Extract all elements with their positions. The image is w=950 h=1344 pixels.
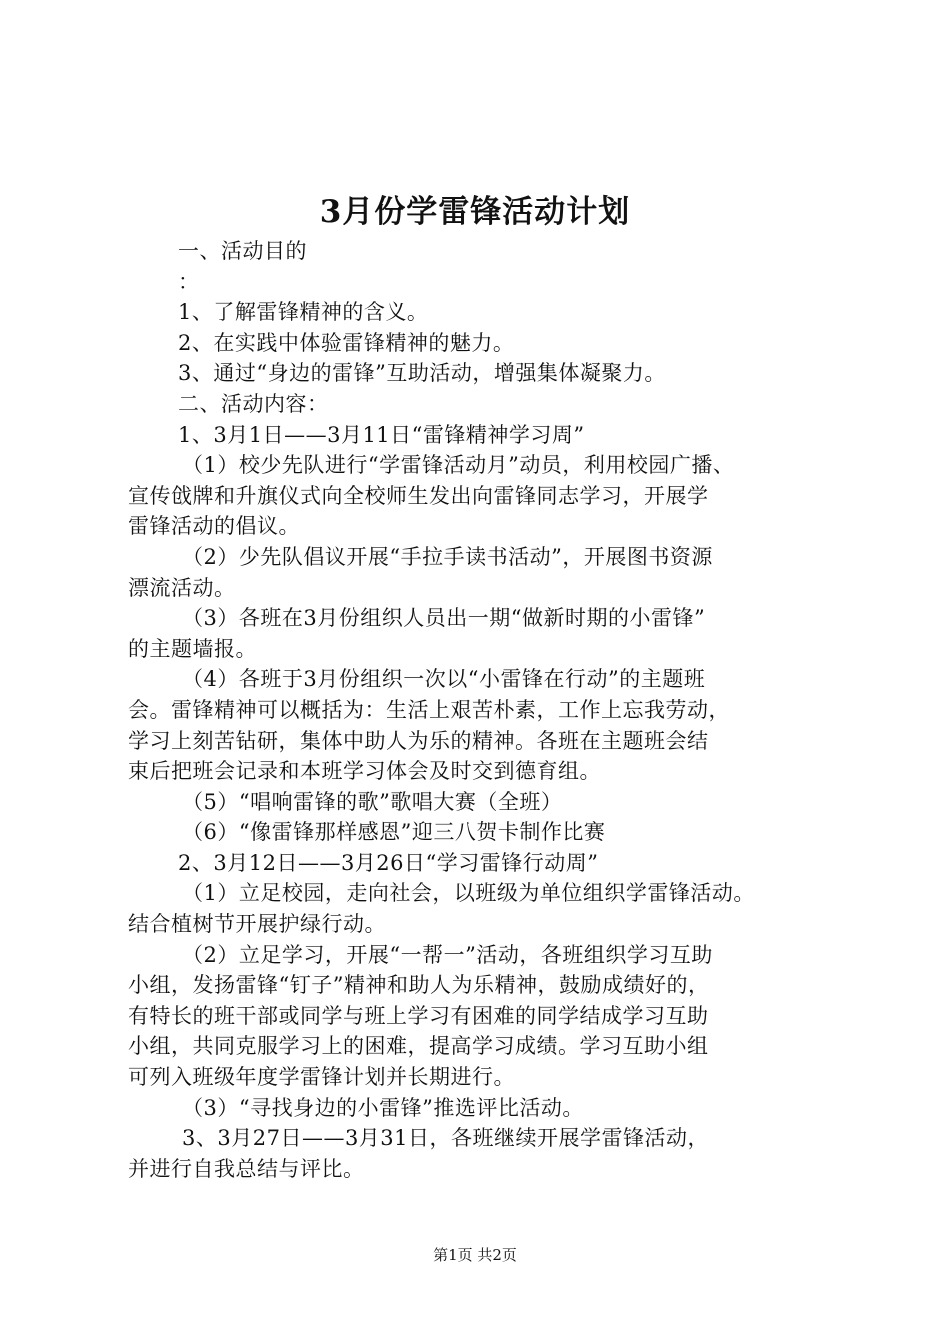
paragraph-line: （4）各班于3月份组织一次以“小雷锋在行动”的主题班 bbox=[182, 667, 706, 692]
paragraph-line: （2）少先队倡议开展“手拉手读书活动”，开展图书资源 bbox=[182, 544, 713, 569]
list-item: 2、在实践中体验雷锋精神的魅力。 bbox=[178, 330, 515, 355]
paragraph-line: （5）“唱响雷锋的歌”歌唱大赛（全班） bbox=[182, 789, 563, 814]
paragraph-line: 学习上刻苦钻研，集体中助人为乐的精神。各班在主题班会结 bbox=[128, 728, 709, 753]
paragraph-line: （1）校少先队进行“学雷锋活动月”动员，利用校园广播、 bbox=[182, 453, 735, 478]
document-title: 3月份学雷锋活动计划 bbox=[319, 194, 631, 230]
list-item: 3、通过“身边的雷锋”互助活动，增强集体凝聚力。 bbox=[178, 361, 666, 386]
paragraph-line: 会。雷锋精神可以概括为：生活上艰苦朴素，工作上忘我劳动， bbox=[128, 697, 730, 722]
paragraph-line: 宣传戗牌和升旗仪式向全校师生发出向雷锋同志学习，开展学 bbox=[128, 483, 709, 508]
section-heading: 一、活动目的 bbox=[178, 239, 307, 263]
paragraph-line: （6）“像雷锋那样感恩”迎三八贺卡制作比赛 bbox=[182, 820, 606, 845]
paragraph-line: 小组，共同克服学习上的困难，提高学习成绩。学习互助小组 bbox=[128, 1034, 709, 1059]
paragraph-line: 小组，发扬雷锋“钉子”精神和助人为乐精神，鼓励成绩好的， bbox=[128, 973, 710, 998]
paragraph-line: 并进行自我总结与评比。 bbox=[128, 1156, 365, 1181]
paragraph-line: 结合植树节开展护绿行动。 bbox=[128, 912, 386, 937]
paragraph-line: 束后把班会记录和本班学习体会及时交到德育组。 bbox=[128, 759, 601, 784]
paragraph-line: 可列入班级年度学雷锋计划并长期进行。 bbox=[128, 1065, 515, 1090]
paragraph-line: （3）各班在3月份组织人员出一期“做新时期的小雷锋” bbox=[182, 606, 706, 631]
subsection-heading: 3、3月27日——3月31日，各班继续开展学雷锋活动， bbox=[182, 1126, 710, 1151]
paragraph-line: （3）“寻找身边的小雷锋”推选评比活动。 bbox=[182, 1095, 584, 1120]
document-body bbox=[128, 236, 844, 1184]
paragraph-line: （1）立足校园，走向社会，以班级为单位组织学雷锋活动。 bbox=[182, 881, 755, 906]
paragraph-line: 的主题墙报。 bbox=[128, 636, 257, 661]
page-footer: 第1页 共2页 bbox=[433, 1246, 517, 1264]
section-heading: 二、活动内容： bbox=[178, 391, 329, 416]
paragraph-line: 雷锋活动的倡议。 bbox=[128, 514, 300, 539]
list-item: 1、了解雷锋精神的含义。 bbox=[178, 300, 429, 325]
paragraph-line: （2）立足学习，开展“一帮一”活动，各班组织学习互助 bbox=[182, 942, 713, 967]
paragraph-line: ： bbox=[178, 269, 200, 294]
subsection-heading: 1、3月1日——3月11日“雷锋精神学习周” bbox=[178, 422, 585, 447]
paragraph-line: 有特长的班干部或同学与班上学习有困难的同学结成学习互助 bbox=[128, 1003, 709, 1028]
paragraph-line: 漂流活动。 bbox=[128, 575, 236, 600]
subsection-heading: 2、3月12日——3月26日“学习雷锋行动周” bbox=[178, 850, 599, 875]
